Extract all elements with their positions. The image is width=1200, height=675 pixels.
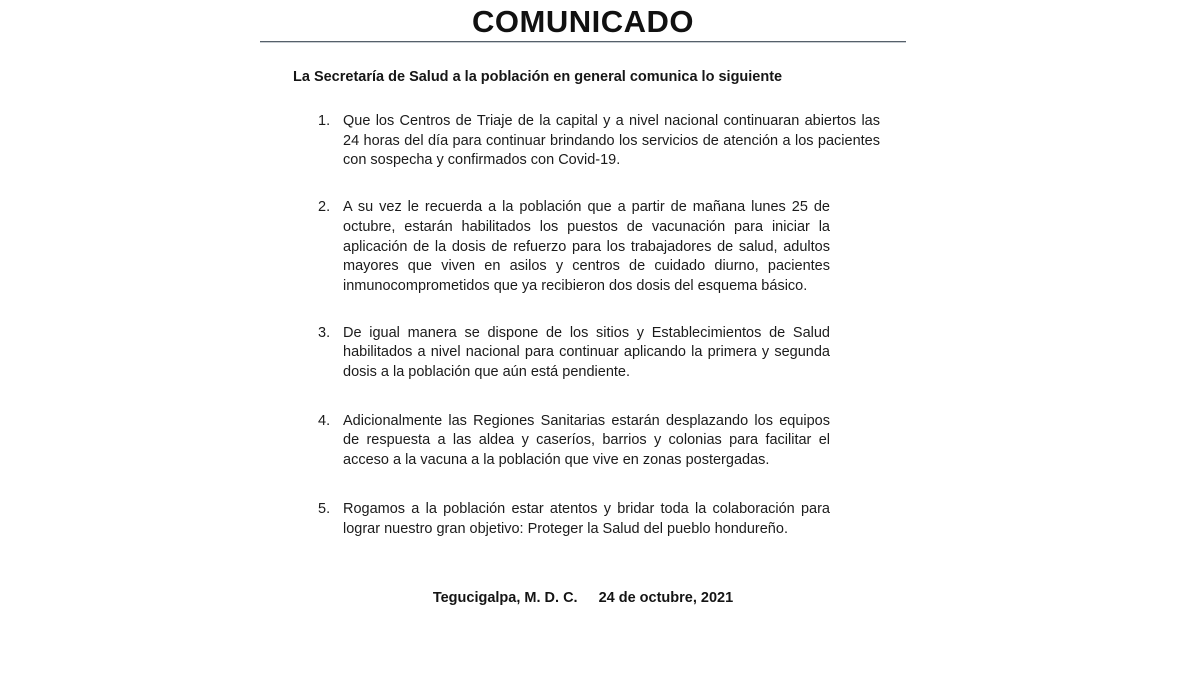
- document-sheet: [260, 0, 906, 608]
- list-item-text: De igual manera se dispone de los sitios y Establecimientos de Salud habilitados a nivel nacional para continuar aplicando la primera y segunda dosis a la población que aún está pendiente.: [343, 324, 830, 381]
- footer-date: 24 de octubre, 2021: [598, 590, 734, 607]
- list-item-text: Adicionalmente las Regiones Sanitarias estarán desplazando los equipos de respuesta a las aldea y caseríos, barrios y colonias para facilitar el acceso a la vacuna a la población que vive en zonas postergadas.: [343, 412, 830, 469]
- list-item-1: [318, 112, 906, 171]
- list-item-4: [318, 412, 906, 471]
- list-item-number: 5.: [318, 500, 331, 517]
- list-item-text: A su vez le recuerda a la población que a partir de mañana lunes 25 de octubre, estarán habilitados los puestos de vacunación para iniciar la aplicación de la dosis de refuerzo para los trabajadores de salud, adultos mayores que viven en asilos y centros de cuidado diurno, pacientes inmunocomprometidos que ya recibieron dos dosis del esquema básico.: [343, 199, 830, 294]
- footer-place: Tegucigalpa, M. D. C.: [432, 590, 578, 607]
- list-item-2: [318, 198, 906, 297]
- list-item-number: 2.: [318, 199, 331, 216]
- list-item-3: [318, 324, 906, 383]
- list-item-text: Rogamos a la población estar atentos y bridar toda la colaboración para lograr nuestro gran objetivo: Proteger la Salud del pueblo hondureño.: [343, 500, 830, 537]
- list-item-5: [318, 500, 906, 539]
- document-footer: [260, 589, 906, 608]
- list-item-number: 4.: [318, 412, 331, 429]
- page-title: COMUNICADO: [472, 4, 694, 39]
- document-subtitle: La Secretaría de Salud a la población en general comunica lo siguiente: [293, 69, 783, 85]
- list-item-number: 3.: [318, 324, 331, 341]
- list-item-number: 1.: [318, 113, 331, 129]
- title-divider: [260, 41, 906, 43]
- numbered-list: [318, 112, 906, 539]
- list-item-text: Que los Centros de Triaje de la capital y a nivel nacional continuaran abiertos las 24 horas del día para continuar brindando los servicios de atención a los pacientes con sospecha y confirmados con Covid-19.: [343, 113, 880, 169]
